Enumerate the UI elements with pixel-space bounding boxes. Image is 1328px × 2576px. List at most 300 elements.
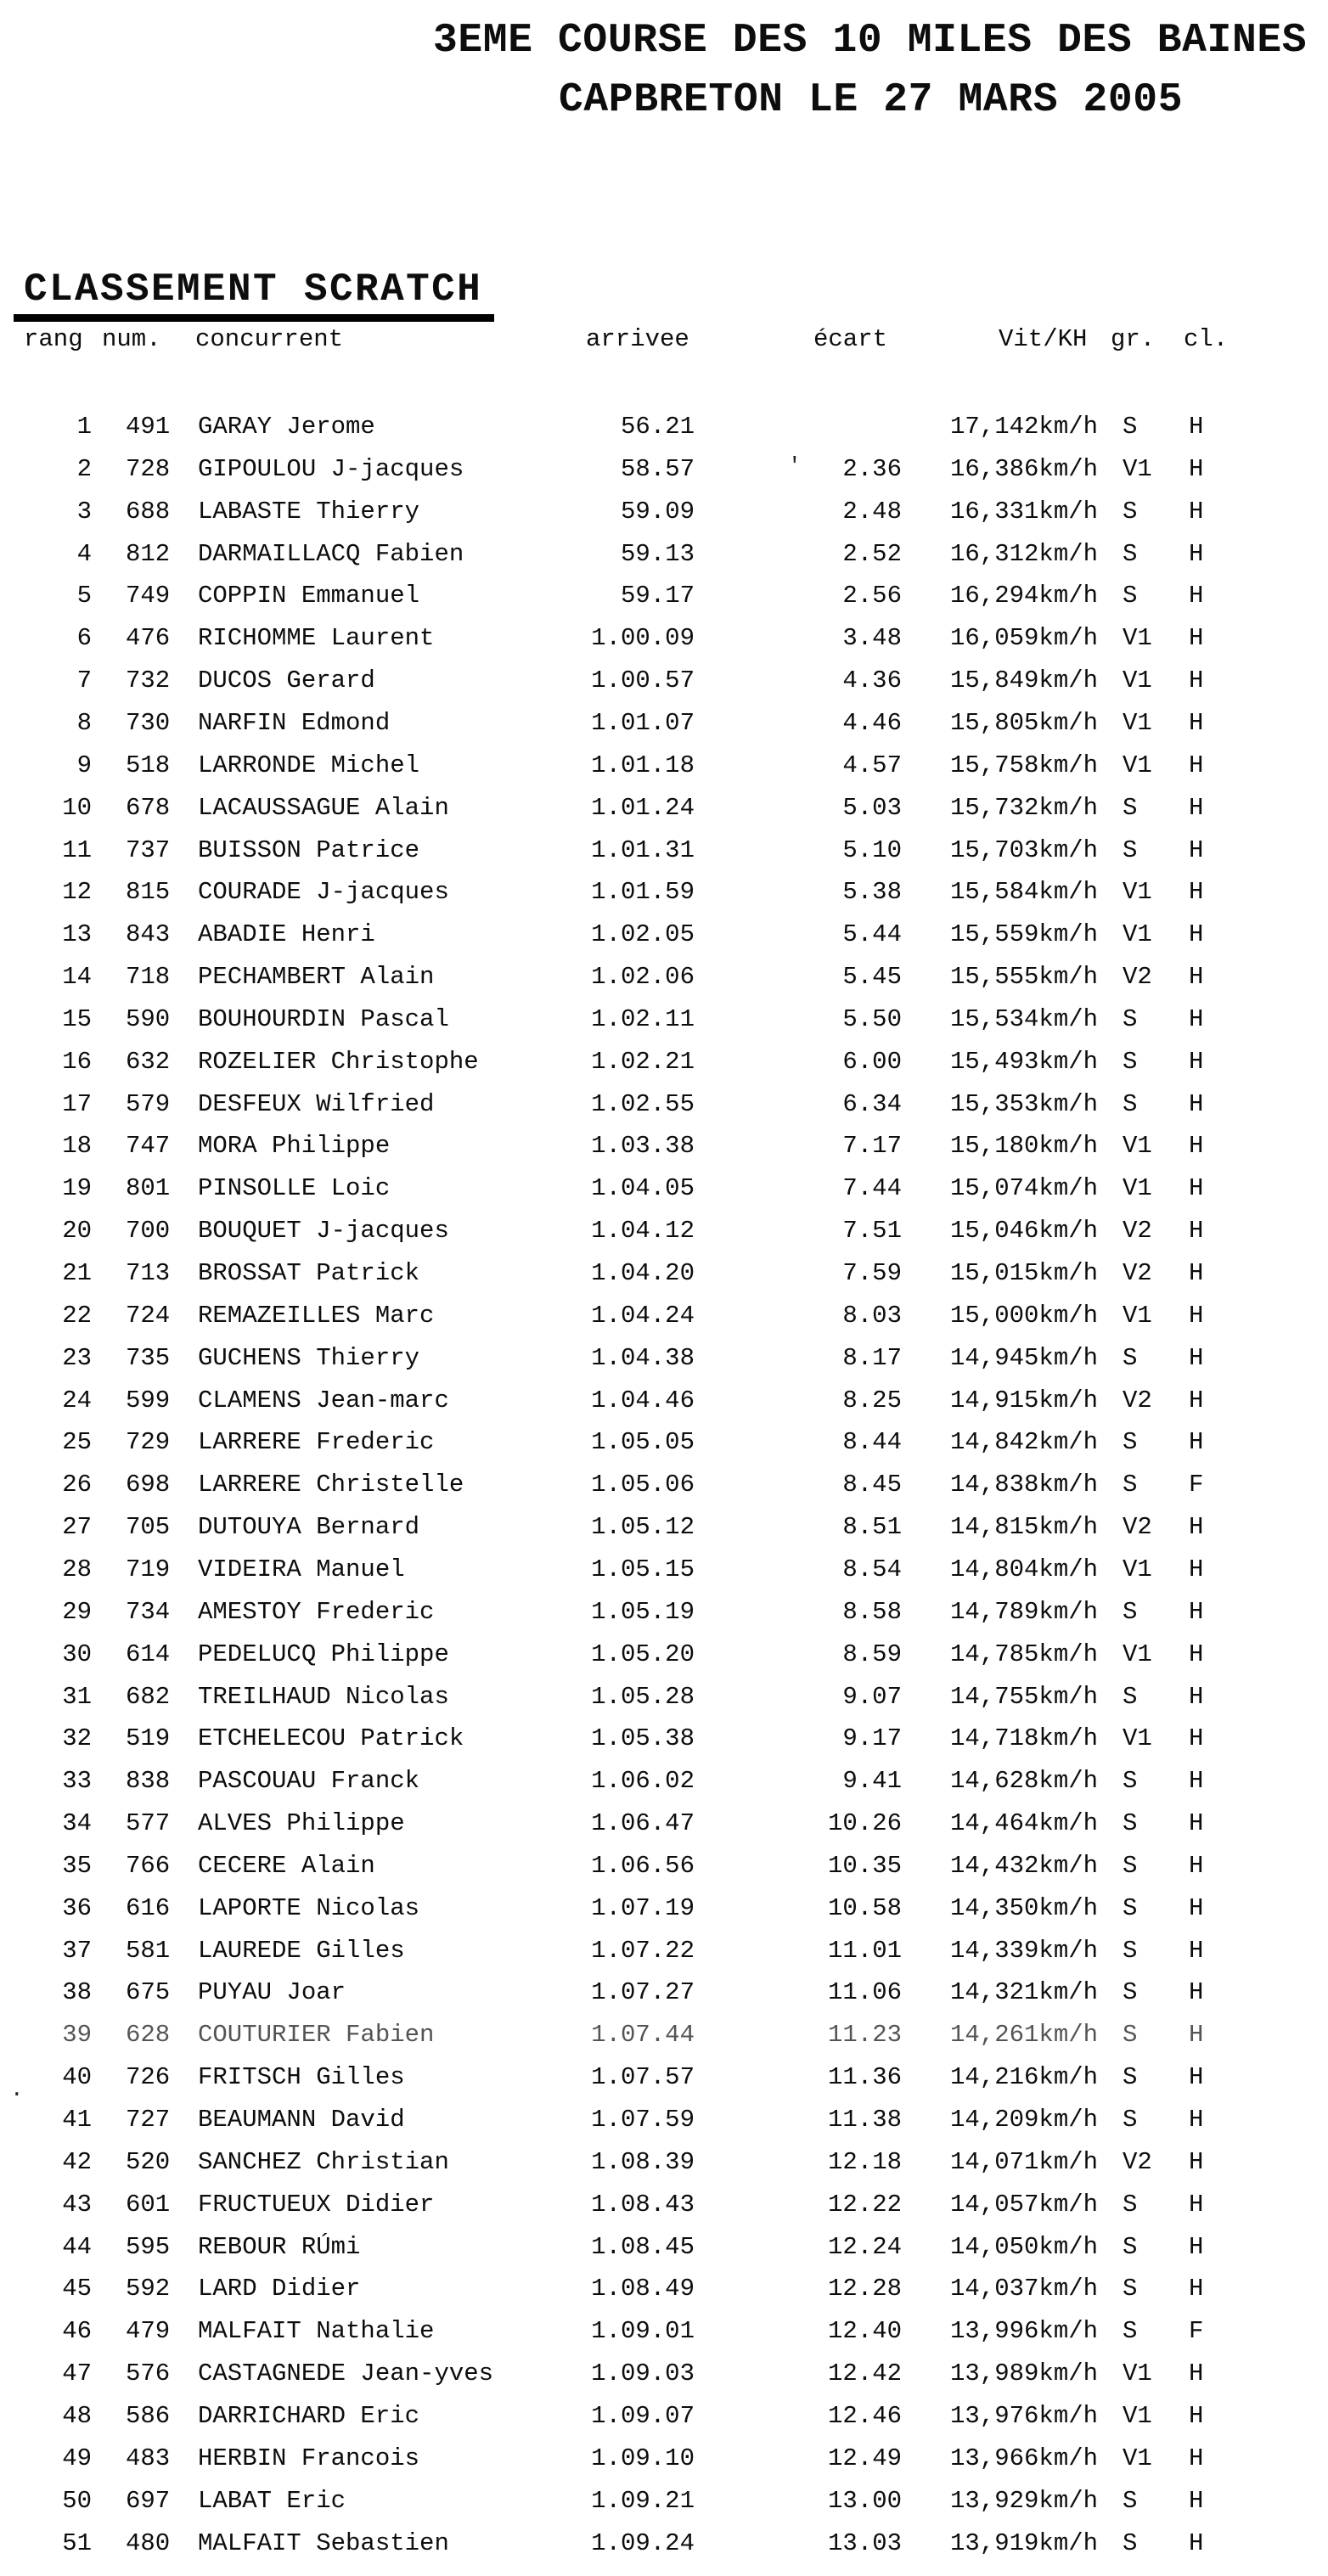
- column-header-concurrent: concurrent: [195, 325, 344, 353]
- cell-vitesse: 15,074km/h: [950, 1174, 1099, 1203]
- cell-ecart: 2.36: [842, 454, 902, 483]
- result-row: [0, 2106, 1328, 2145]
- result-row: [0, 2359, 1328, 2399]
- result-row: [0, 1640, 1328, 1679]
- cell-rang: 10: [62, 793, 92, 822]
- cell-vitesse: 15,805km/h: [950, 708, 1099, 737]
- cell-groupe: S: [1123, 2063, 1138, 2092]
- result-row: [0, 1132, 1328, 1171]
- cell-arrivee: 1.04.05: [591, 1174, 695, 1203]
- cell-concurrent: BOUHOURDIN Pascal: [198, 1004, 449, 1033]
- cell-rang: 40: [62, 2063, 92, 2092]
- cell-arrivee: 1.04.12: [591, 1217, 695, 1246]
- cell-classe: H: [1189, 413, 1204, 441]
- cell-vitesse: 15,758km/h: [950, 751, 1099, 779]
- result-row: [0, 709, 1328, 748]
- cell-num: 579: [126, 1089, 171, 1118]
- result-row: [0, 2233, 1328, 2272]
- cell-classe: H: [1189, 1851, 1204, 1880]
- cell-arrivee: 1.01.18: [591, 751, 695, 779]
- cell-vitesse: 16,294km/h: [950, 582, 1099, 610]
- cell-concurrent: LAUREDE Gilles: [198, 1936, 405, 1965]
- cell-classe: H: [1189, 1597, 1204, 1626]
- cell-num: 628: [126, 2021, 171, 2050]
- cell-rang: 13: [62, 920, 92, 949]
- cell-arrivee: 1.07.22: [591, 1936, 695, 1965]
- cell-concurrent: LACAUSSAGUE Alain: [198, 793, 449, 822]
- cell-groupe: V1: [1123, 624, 1152, 653]
- cell-vitesse: 13,976km/h: [950, 2401, 1099, 2430]
- cell-classe: H: [1189, 2021, 1204, 2050]
- cell-classe: F: [1189, 2317, 1204, 2346]
- result-row: [0, 2444, 1328, 2483]
- cell-concurrent: PINSOLLE Loic: [198, 1174, 391, 1203]
- cell-concurrent: DARMAILLACQ Fabien: [198, 539, 464, 568]
- column-header-classe: cl.: [1184, 325, 1229, 353]
- cell-vitesse: 14,216km/h: [950, 2063, 1099, 2092]
- cell-classe: H: [1189, 1174, 1204, 1203]
- result-row: [0, 1894, 1328, 1933]
- cell-rang: 14: [62, 963, 92, 992]
- cell-num: 479: [126, 2317, 171, 2346]
- cell-rang: 25: [62, 1428, 92, 1457]
- result-row: [0, 878, 1328, 917]
- cell-ecart: 5.03: [842, 793, 902, 822]
- cell-num: 601: [126, 2190, 171, 2219]
- cell-num: 713: [126, 1259, 171, 1287]
- cell-vitesse: 15,849km/h: [950, 666, 1099, 695]
- cell-concurrent: BEAUMANN David: [198, 2106, 405, 2134]
- result-row: [0, 1090, 1328, 1129]
- cell-concurrent: ABADIE Henri: [198, 920, 375, 949]
- cell-concurrent: PECHAMBERT Alain: [198, 963, 435, 992]
- cell-rang: 35: [62, 1851, 92, 1880]
- cell-concurrent: FRUCTUEUX Didier: [198, 2190, 435, 2219]
- cell-arrivee: 1.07.19: [591, 1893, 695, 1922]
- cell-ecart: 2.56: [842, 582, 902, 610]
- result-row: [0, 540, 1328, 579]
- cell-rang: 27: [62, 1513, 92, 1542]
- cell-groupe: S: [1123, 1004, 1138, 1033]
- cell-concurrent: GUCHENS Thierry: [198, 1343, 420, 1372]
- cell-concurrent: RICHOMME Laurent: [198, 624, 435, 653]
- cell-groupe: V1: [1123, 454, 1152, 483]
- page-title-line1: 3EME COURSE DES 10 MILES DES BAINES: [433, 18, 1308, 64]
- cell-groupe: S: [1123, 1936, 1138, 1965]
- cell-rang: 45: [62, 2275, 92, 2303]
- cell-classe: H: [1189, 2147, 1204, 2176]
- cell-classe: H: [1189, 2528, 1204, 2557]
- cell-rang: 30: [62, 1640, 92, 1668]
- cell-num: 581: [126, 1936, 171, 1965]
- cell-groupe: V1: [1123, 751, 1152, 779]
- cell-groupe: V2: [1123, 2147, 1152, 2176]
- cell-rang: 17: [62, 1089, 92, 1118]
- cell-rang: 28: [62, 1555, 92, 1583]
- cell-num: 724: [126, 1301, 171, 1330]
- cell-rang: 6: [76, 624, 92, 653]
- cell-classe: H: [1189, 1936, 1204, 1965]
- cell-ecart: 8.17: [842, 1343, 902, 1372]
- cell-arrivee: 1.08.43: [591, 2190, 695, 2219]
- result-row: [0, 1174, 1328, 1213]
- cell-vitesse: 15,559km/h: [950, 920, 1099, 949]
- cell-num: 730: [126, 708, 171, 737]
- cell-vitesse: 15,353km/h: [950, 1089, 1099, 1118]
- cell-arrivee: 1.07.57: [591, 2063, 695, 2092]
- cell-num: 491: [126, 413, 171, 441]
- cell-concurrent: PASCOUAU Franck: [198, 1767, 420, 1796]
- cell-rang: 3: [76, 497, 92, 526]
- cell-concurrent: CASTAGNEDE Jean-yves: [198, 2359, 494, 2388]
- cell-vitesse: 14,628km/h: [950, 1767, 1099, 1796]
- cell-classe: H: [1189, 2444, 1204, 2472]
- cell-arrivee: 1.01.24: [591, 793, 695, 822]
- cell-concurrent: AMESTOY Frederic: [198, 1597, 435, 1626]
- cell-arrivee: 1.05.12: [591, 1513, 695, 1542]
- cell-rang: 16: [62, 1047, 92, 1076]
- cell-num: 801: [126, 1174, 171, 1203]
- cell-vitesse: 13,929km/h: [950, 2486, 1099, 2515]
- cell-num: 682: [126, 1682, 171, 1711]
- cell-classe: H: [1189, 1259, 1204, 1287]
- cell-num: 812: [126, 539, 171, 568]
- cell-groupe: S: [1123, 2106, 1138, 2134]
- cell-ecart: 13.03: [827, 2528, 902, 2557]
- cell-ecart: 9.07: [842, 1682, 902, 1711]
- cell-classe: H: [1189, 1386, 1204, 1415]
- cell-arrivee: 1.06.02: [591, 1767, 695, 1796]
- cell-classe: H: [1189, 2063, 1204, 2092]
- cell-vitesse: 14,945km/h: [950, 1343, 1099, 1372]
- cell-concurrent: REMAZEILLES Marc: [198, 1301, 435, 1330]
- cell-arrivee: 1.09.10: [591, 2444, 695, 2472]
- page-title-line2: CAPBRETON LE 27 MARS 2005: [559, 77, 1184, 123]
- cell-arrivee: 1.00.09: [591, 624, 695, 653]
- cell-rang: 31: [62, 1682, 92, 1711]
- cell-vitesse: 14,789km/h: [950, 1597, 1099, 1626]
- cell-rang: 50: [62, 2486, 92, 2515]
- cell-concurrent: PUYAU Joar: [198, 1978, 346, 2007]
- cell-num: 576: [126, 2359, 171, 2388]
- cell-arrivee: 1.02.55: [591, 1089, 695, 1118]
- cell-num: 734: [126, 1597, 171, 1626]
- cell-classe: H: [1189, 1724, 1204, 1753]
- result-row: [0, 1809, 1328, 1848]
- cell-ecart: 12.18: [827, 2147, 902, 2176]
- cell-vitesse: 15,046km/h: [950, 1217, 1099, 1246]
- result-row: [0, 751, 1328, 790]
- cell-groupe: V2: [1123, 963, 1152, 992]
- cell-vitesse: 14,071km/h: [950, 2147, 1099, 2176]
- column-header-vitesse: Vit/KH: [999, 325, 1088, 353]
- cell-arrivee: 1.06.47: [591, 1809, 695, 1838]
- cell-ecart: 8.51: [842, 1513, 902, 1542]
- cell-rang: 41: [62, 2106, 92, 2134]
- cell-concurrent: MALFAIT Nathalie: [198, 2317, 435, 2346]
- cell-groupe: S: [1123, 835, 1138, 864]
- cell-num: 729: [126, 1428, 171, 1457]
- cell-concurrent: GARAY Jerome: [198, 413, 375, 441]
- cell-concurrent: LAPORTE Nicolas: [198, 1893, 420, 1922]
- cell-groupe: V1: [1123, 2401, 1152, 2430]
- cell-ecart: 11.38: [827, 2106, 902, 2134]
- cell-arrivee: 1.08.39: [591, 2147, 695, 2176]
- cell-rang: 24: [62, 1386, 92, 1415]
- cell-arrivee: 1.04.20: [591, 1259, 695, 1287]
- cell-num: 719: [126, 1555, 171, 1583]
- cell-num: 483: [126, 2444, 171, 2472]
- cell-ecart: 8.58: [842, 1597, 902, 1626]
- cell-groupe: S: [1123, 582, 1138, 610]
- cell-rang: 23: [62, 1343, 92, 1372]
- cell-rang: 2: [76, 454, 92, 483]
- cell-ecart: 3.48: [842, 624, 902, 653]
- result-row: [0, 1852, 1328, 1891]
- result-row: [0, 2275, 1328, 2314]
- cell-ecart: 8.03: [842, 1301, 902, 1330]
- cell-vitesse: 14,037km/h: [950, 2275, 1099, 2303]
- cell-arrivee: 1.09.21: [591, 2486, 695, 2515]
- cell-rang: 44: [62, 2232, 92, 2261]
- cell-vitesse: 15,703km/h: [950, 835, 1099, 864]
- cell-num: 577: [126, 1809, 171, 1838]
- cell-classe: H: [1189, 1301, 1204, 1330]
- cell-ecart: 4.46: [842, 708, 902, 737]
- cell-concurrent: LARRERE Frederic: [198, 1428, 435, 1457]
- cell-ecart: 8.45: [842, 1471, 902, 1499]
- cell-groupe: V1: [1123, 2359, 1152, 2388]
- cell-concurrent: COURADE J-jacques: [198, 878, 449, 907]
- cell-ecart: 7.59: [842, 1259, 902, 1287]
- cell-concurrent: LABAT Eric: [198, 2486, 346, 2515]
- result-row: [0, 1217, 1328, 1256]
- cell-groupe: V2: [1123, 1513, 1152, 1542]
- cell-ecart: 7.51: [842, 1217, 902, 1246]
- cell-arrivee: 59.17: [620, 582, 695, 610]
- cell-classe: H: [1189, 2232, 1204, 2261]
- cell-vitesse: 14,815km/h: [950, 1513, 1099, 1542]
- cell-vitesse: 14,785km/h: [950, 1640, 1099, 1668]
- cell-num: 519: [126, 1724, 171, 1753]
- column-header-num: num.: [102, 325, 161, 353]
- cell-num: 732: [126, 666, 171, 695]
- cell-arrivee: 1.05.20: [591, 1640, 695, 1668]
- cell-num: 843: [126, 920, 171, 949]
- cell-num: 727: [126, 2106, 171, 2134]
- cell-concurrent: ALVES Philippe: [198, 1809, 405, 1838]
- cell-classe: H: [1189, 1640, 1204, 1668]
- cell-ecart: 10.35: [827, 1851, 902, 1880]
- cell-rang: 47: [62, 2359, 92, 2388]
- cell-classe: H: [1189, 2190, 1204, 2219]
- cell-groupe: S: [1123, 2275, 1138, 2303]
- cell-groupe: S: [1123, 1471, 1138, 1499]
- cell-classe: H: [1189, 751, 1204, 779]
- cell-rang: 7: [76, 666, 92, 695]
- cell-ecart: 11.01: [827, 1936, 902, 1965]
- result-row: [0, 1937, 1328, 1976]
- cell-vitesse: 14,209km/h: [950, 2106, 1099, 2134]
- result-row: [0, 2402, 1328, 2441]
- cell-groupe: S: [1123, 1682, 1138, 1711]
- result-row: [0, 1555, 1328, 1595]
- cell-groupe: S: [1123, 1428, 1138, 1457]
- cell-classe: H: [1189, 1047, 1204, 1076]
- cell-groupe: V2: [1123, 1217, 1152, 1246]
- cell-groupe: V1: [1123, 1724, 1152, 1753]
- cell-rang: 22: [62, 1301, 92, 1330]
- cell-vitesse: 16,331km/h: [950, 497, 1099, 526]
- result-row: [0, 1724, 1328, 1763]
- cell-num: 815: [126, 878, 171, 907]
- section-heading: CLASSEMENT SCRATCH: [14, 270, 494, 322]
- cell-rang: 21: [62, 1259, 92, 1287]
- cell-classe: H: [1189, 2359, 1204, 2388]
- cell-num: 735: [126, 1343, 171, 1372]
- cell-ecart: 12.40: [827, 2317, 902, 2346]
- cell-vitesse: 16,386km/h: [950, 454, 1099, 483]
- cell-vitesse: 14,321km/h: [950, 1978, 1099, 2007]
- cell-num: 599: [126, 1386, 171, 1415]
- result-row: [0, 920, 1328, 959]
- cell-num: 688: [126, 497, 171, 526]
- cell-concurrent: DUTOUYA Bernard: [198, 1513, 420, 1542]
- cell-concurrent: LABASTE Thierry: [198, 497, 420, 526]
- cell-num: 838: [126, 1767, 171, 1796]
- cell-classe: H: [1189, 1343, 1204, 1372]
- cell-num: 749: [126, 582, 171, 610]
- cell-arrivee: 1.05.05: [591, 1428, 695, 1457]
- cell-arrivee: 1.07.44: [591, 2021, 695, 2050]
- cell-concurrent: VIDEIRA Manuel: [198, 1555, 405, 1583]
- cell-groupe: V1: [1123, 2444, 1152, 2472]
- cell-rang: 26: [62, 1471, 92, 1499]
- cell-groupe: V1: [1123, 1132, 1152, 1161]
- cell-vitesse: 14,050km/h: [950, 2232, 1099, 2261]
- cell-vitesse: 15,493km/h: [950, 1047, 1099, 1076]
- cell-classe: H: [1189, 1132, 1204, 1161]
- cell-ecart: 6.00: [842, 1047, 902, 1076]
- cell-rang: 8: [76, 708, 92, 737]
- cell-num: 705: [126, 1513, 171, 1542]
- cell-groupe: V1: [1123, 1174, 1152, 1203]
- cell-groupe: V1: [1123, 708, 1152, 737]
- cell-vitesse: 14,804km/h: [950, 1555, 1099, 1583]
- cell-arrivee: 1.08.49: [591, 2275, 695, 2303]
- cell-classe: H: [1189, 666, 1204, 695]
- result-row: [0, 666, 1328, 706]
- cell-ecart: 8.59: [842, 1640, 902, 1668]
- cell-groupe: S: [1123, 2317, 1138, 2346]
- cell-vitesse: 16,312km/h: [950, 539, 1099, 568]
- cell-classe: H: [1189, 1682, 1204, 1711]
- cell-ecart: 5.44: [842, 920, 902, 949]
- cell-classe: H: [1189, 2106, 1204, 2134]
- cell-concurrent: LARRONDE Michel: [198, 751, 420, 779]
- column-header-rang: rang: [24, 325, 83, 353]
- cell-ecart: 10.26: [827, 1809, 902, 1838]
- cell-num: 737: [126, 835, 171, 864]
- cell-rang: 9: [76, 751, 92, 779]
- cell-groupe: V1: [1123, 878, 1152, 907]
- cell-ecart: 5.45: [842, 963, 902, 992]
- cell-classe: H: [1189, 1428, 1204, 1457]
- cell-ecart: 6.34: [842, 1089, 902, 1118]
- cell-concurrent: BUISSON Patrice: [198, 835, 420, 864]
- cell-vitesse: 15,555km/h: [950, 963, 1099, 992]
- cell-classe: F: [1189, 1471, 1204, 1499]
- result-row: [0, 2021, 1328, 2060]
- cell-classe: H: [1189, 2486, 1204, 2515]
- cell-num: 614: [126, 1640, 171, 1668]
- cell-num: 678: [126, 793, 171, 822]
- cell-groupe: S: [1123, 1343, 1138, 1372]
- result-row: [0, 498, 1328, 537]
- cell-classe: H: [1189, 1893, 1204, 1922]
- cell-ecart: 11.36: [827, 2063, 902, 2092]
- cell-num: 726: [126, 2063, 171, 2092]
- cell-arrivee: 1.02.05: [591, 920, 695, 949]
- cell-classe: H: [1189, 582, 1204, 610]
- cell-vitesse: 14,718km/h: [950, 1724, 1099, 1753]
- cell-vitesse: 14,339km/h: [950, 1936, 1099, 1965]
- cell-num: 595: [126, 2232, 171, 2261]
- cell-concurrent: FRITSCH Gilles: [198, 2063, 405, 2092]
- cell-rang: 32: [62, 1724, 92, 1753]
- cell-ecart: 2.52: [842, 539, 902, 568]
- cell-groupe: V2: [1123, 1386, 1152, 1415]
- cell-classe: H: [1189, 793, 1204, 822]
- cell-groupe: S: [1123, 413, 1138, 441]
- cell-arrivee: 1.00.57: [591, 666, 695, 695]
- cell-rang: 15: [62, 1004, 92, 1033]
- cell-ecart: 11.06: [827, 1978, 902, 2007]
- cell-arrivee: 1.01.07: [591, 708, 695, 737]
- cell-vitesse: 14,464km/h: [950, 1809, 1099, 1838]
- cell-arrivee: 1.08.45: [591, 2232, 695, 2261]
- column-header-arrivee: arrivee: [586, 325, 689, 353]
- result-row: [0, 1302, 1328, 1341]
- result-row: [0, 1598, 1328, 1637]
- cell-classe: H: [1189, 878, 1204, 907]
- result-row: [0, 1471, 1328, 1510]
- result-row: [0, 2317, 1328, 2356]
- cell-classe: H: [1189, 454, 1204, 483]
- column-header-groupe: gr.: [1111, 325, 1156, 353]
- result-row: [0, 2487, 1328, 2526]
- cell-concurrent: LARD Didier: [198, 2275, 361, 2303]
- cell-groupe: S: [1123, 1851, 1138, 1880]
- cell-groupe: S: [1123, 1047, 1138, 1076]
- cell-ecart: 12.46: [827, 2401, 902, 2430]
- cell-num: 480: [126, 2528, 171, 2557]
- cell-arrivee: 1.05.15: [591, 1555, 695, 1583]
- cell-concurrent: DUCOS Gerard: [198, 666, 375, 695]
- cell-rang: 42: [62, 2147, 92, 2176]
- cell-groupe: S: [1123, 1767, 1138, 1796]
- cell-groupe: S: [1123, 2190, 1138, 2219]
- cell-num: 697: [126, 2486, 171, 2515]
- cell-ecart: 4.57: [842, 751, 902, 779]
- cell-arrivee: 1.06.56: [591, 1851, 695, 1880]
- cell-arrivee: 1.09.01: [591, 2317, 695, 2346]
- cell-classe: H: [1189, 1978, 1204, 2007]
- cell-vitesse: 14,432km/h: [950, 1851, 1099, 1880]
- cell-arrivee: 1.01.59: [591, 878, 695, 907]
- cell-vitesse: 15,000km/h: [950, 1301, 1099, 1330]
- cell-vitesse: 13,919km/h: [950, 2528, 1099, 2557]
